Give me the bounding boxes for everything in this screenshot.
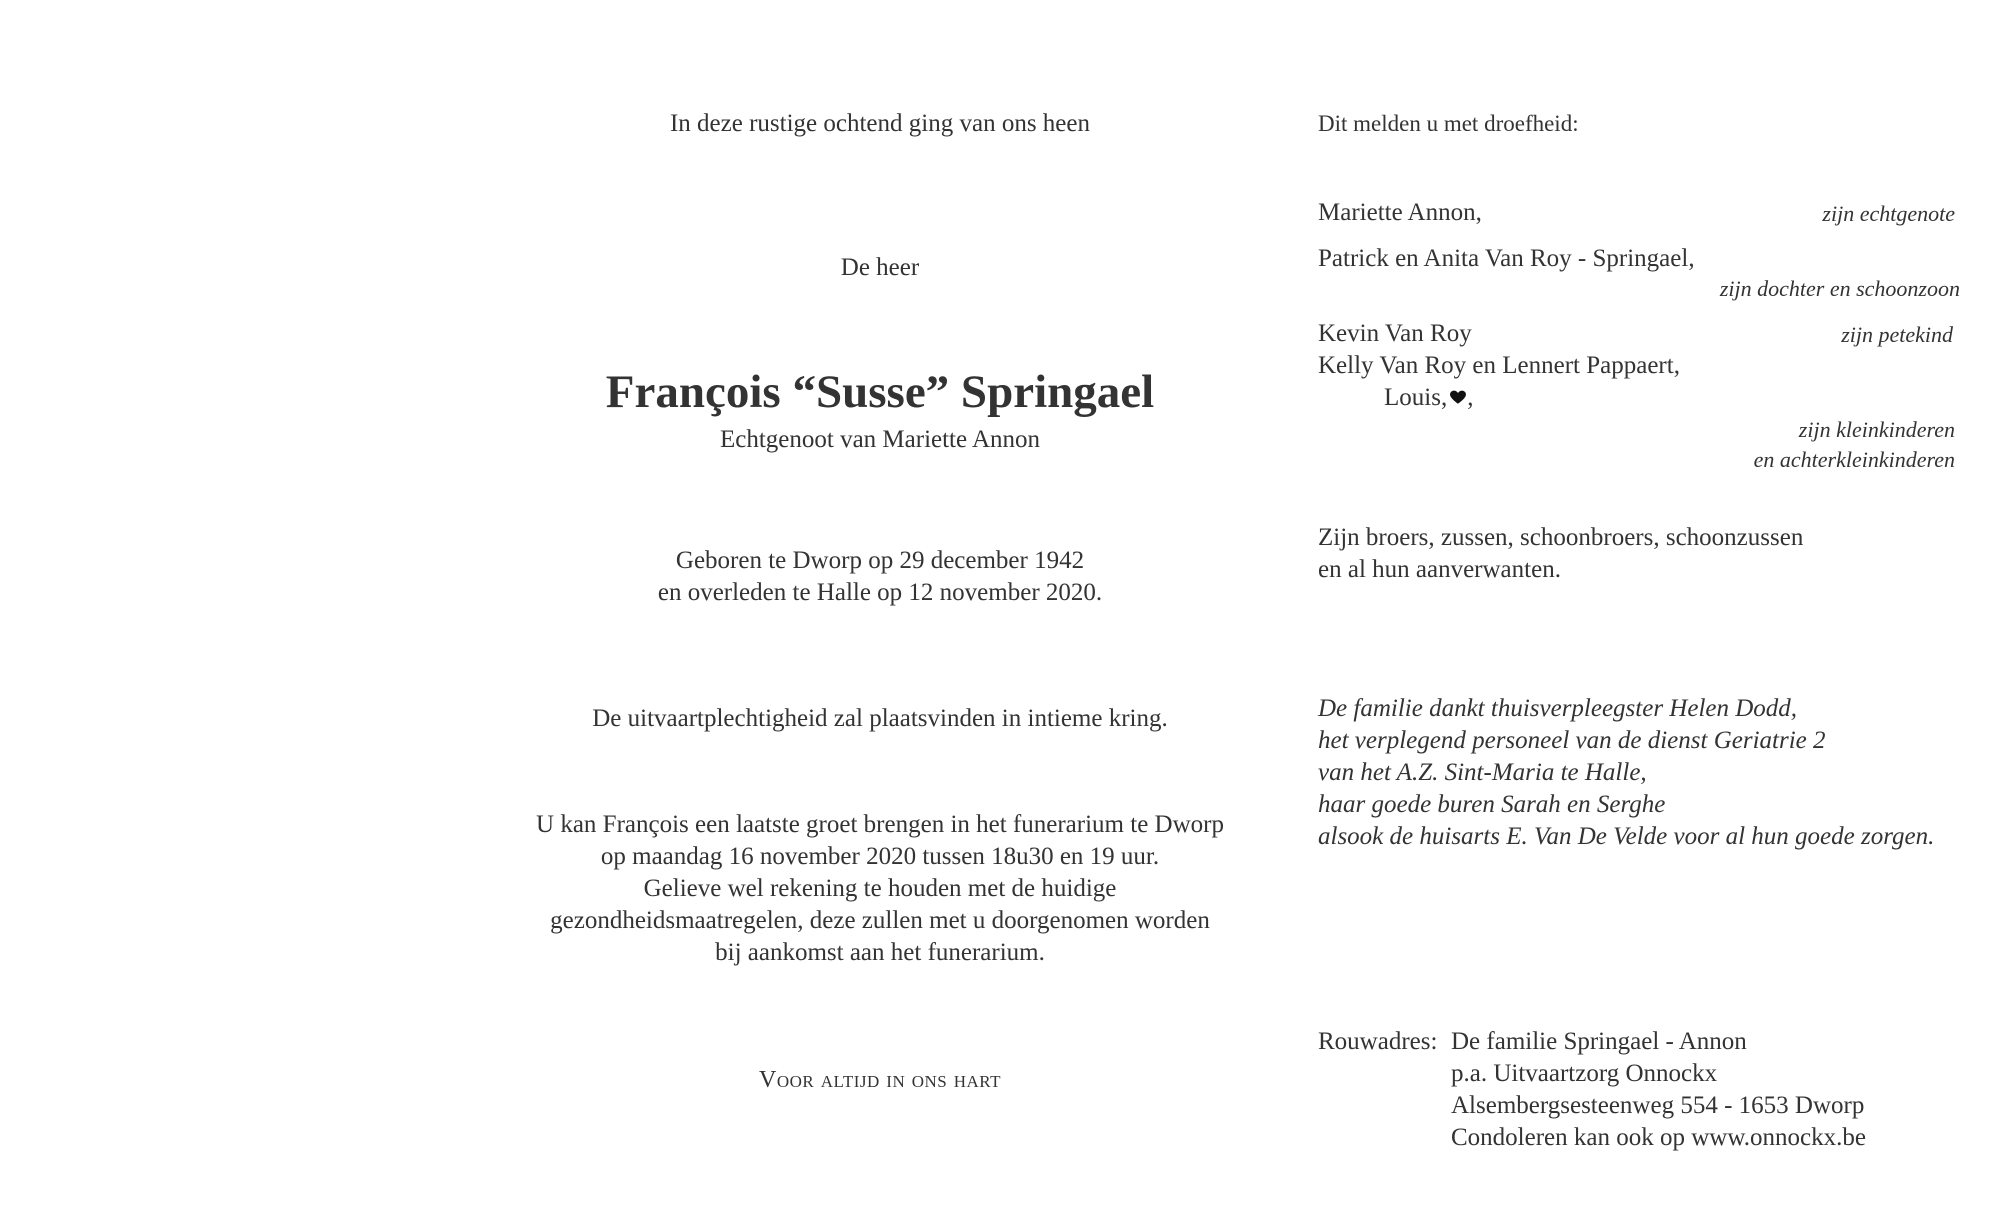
salutation: De heer: [840, 254, 920, 281]
right-column: [1318, 0, 1978, 1214]
godchild-relation: zijn petekind: [1841, 322, 1953, 347]
grandchild-names: Kelly Van Roy en Lennert Pappaert,: [1318, 352, 1680, 379]
intro-text: In deze rustige ochtend ging van ons heen: [669, 110, 1090, 137]
great-grandchild-suffix: ,: [1467, 384, 1474, 411]
announcement-header: Dit melden u met droefheid:: [1318, 111, 1579, 136]
spouse-relation: zijn echtgenote: [1822, 201, 1955, 226]
closing-text: Voor altijd in ons hart: [759, 1067, 1001, 1093]
thanks-line: het verplegend personeel van de dienst Geriatrie 2: [1318, 727, 1826, 754]
visit-line: gezondheidsmaatregelen, deze zullen met u doorgenomen worden: [550, 907, 1210, 934]
godchild-name: Kevin Van Roy: [1318, 320, 1472, 347]
address-line: Alsembergsesteenweg 554 - 1653 Dworp: [1451, 1092, 1865, 1119]
grandchildren-relation-2: en achterkleinkinderen: [1753, 447, 1955, 472]
ceremony-text: De uitvaartplechtigheid zal plaatsvinden in intieme kring.: [592, 705, 1168, 732]
siblings-line-2: en al hun aanverwanten.: [1318, 556, 1561, 583]
visit-line: Gelieve wel rekening te houden met de huidige: [643, 875, 1117, 902]
visit-line: op maandag 16 november 2020 tussen 18u30 en 19 uur.: [600, 843, 1160, 870]
thanks-line: van het A.Z. Sint-Maria te Halle,: [1318, 759, 1647, 786]
address-line: p.a. Uitvaartzorg Onnockx: [1451, 1060, 1718, 1087]
address-line: De familie Springael - Annon: [1451, 1028, 1747, 1055]
spouse-name: Mariette Annon,: [1318, 199, 1482, 226]
grandchildren-relation: zijn kleinkinderen: [1798, 417, 1955, 442]
address-label: Rouwadres:: [1318, 1028, 1438, 1055]
address-line: Condoleren kan ook op www.onnockx.be: [1451, 1124, 1866, 1151]
thanks-line: haar goede buren Sarah en Serghe: [1318, 791, 1666, 818]
spouse-line: Echtgenoot van Mariette Annon: [719, 426, 1041, 453]
deceased-name: François “Susse” Springael: [605, 366, 1155, 418]
siblings-line: Zijn broers, zussen, schoonbroers, schoonzussen: [1318, 524, 1804, 551]
visit-line: bij aankomst aan het funerarium.: [715, 939, 1045, 966]
visit-line: U kan François een laatste groet brengen in het funerarium te Dworp: [536, 811, 1224, 838]
daughter-relation: zijn dochter en schoonzoon: [1719, 276, 1960, 301]
thanks-line: alsook de huisarts E. Van De Velde voor al hun goede zorgen.: [1318, 823, 1935, 850]
birth-line: Geboren te Dworp op 29 december 1942: [675, 547, 1085, 574]
left-column: [480, 0, 1280, 1214]
great-grandchild-line: [1384, 382, 1473, 414]
death-line: en overleden te Halle op 12 november 2020.: [657, 579, 1103, 606]
daughter-names: Patrick en Anita Van Roy - Springael,: [1318, 245, 1695, 272]
heart-icon: [1449, 388, 1467, 406]
great-grandchild-names: Louis,: [1384, 384, 1448, 411]
thanks-line: De familie dankt thuisverpleegster Helen Dodd,: [1318, 695, 1798, 722]
